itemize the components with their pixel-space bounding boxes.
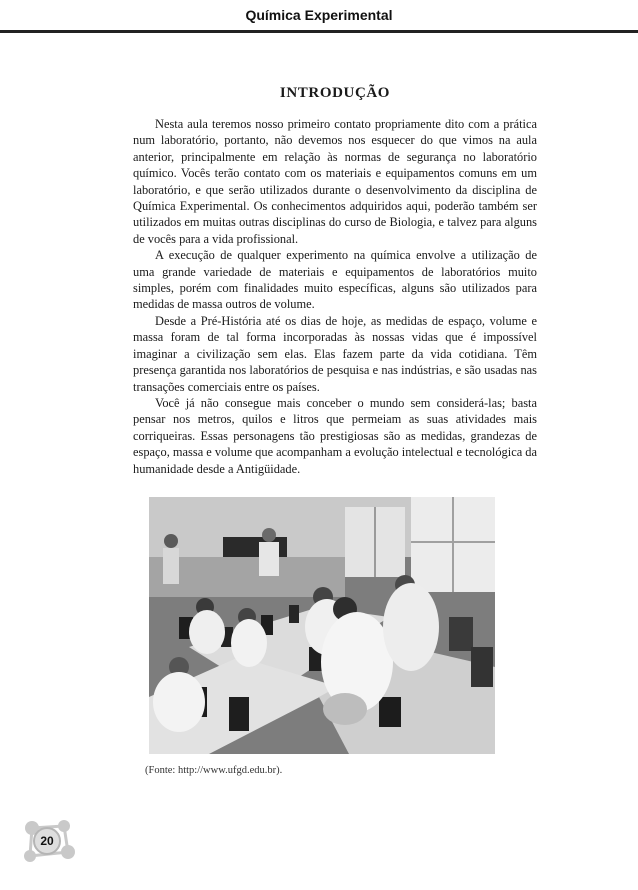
header-rule [0, 30, 638, 33]
paragraph-3: Desde a Pré-História até os dias de hoje, as medidas de espaço, volume e massa foram de tal forma incorporadas às nossas vidas que é impossível imaginar a civilização sem elas. Elas fazem parte da vida cotidiana. Têm presença garantida nos laboratórios de pesquisa e nas indústrias, e são usadas nas transações comerciais entre os países. [133, 313, 537, 394]
page-header [0, 0, 638, 34]
paragraph-4: Você já não consegue mais conceber o mundo sem considerá-las; basta pensar nos metros, quilos e litros que permeiam as suas atividades mais corriqueiras. Essas personagens tão prestigiosas são as medidas, grandezas de espaço, massa e volume que acompanham a evolução intelectual e tecnológica da humanidade desde a Antigüidade. [133, 395, 537, 476]
figure-caption: (Fonte: http://www.ufgd.edu.br). [145, 765, 283, 776]
body-text [133, 116, 537, 477]
header-title: Química Experimental [245, 7, 393, 23]
paragraph-2: A execução de qualquer experimento na química envolve a utilização de uma grande variedade de materiais e equipamentos de laboratórios muito simples, porém com finalidades muito específicas, alguns são utilizados para medidas de massa outros de volume. [133, 248, 537, 312]
page-number: 20 [40, 834, 54, 848]
lab-photo [149, 497, 495, 754]
section-title: INTRODUÇÃO [279, 85, 391, 101]
lab-photo-illustration [149, 497, 495, 754]
paragraph-1: Nesta aula teremos nosso primeiro contato propriamente dito com a prática num laboratório, portanto, não devemos nos esquecer do que vimos na aula anterior, principalmente em relação às normas de segurança no laboratório químico. Vocês terão contato com os materiais e equipamentos comuns em um laboratório, e que serão utilizados durante o desenvolvimento da disciplina de Química Experimental. Os conhecimentos adquiridos aqui, poderão também ser utilizados em muitas outras disciplinas do curso de Biologia, e talvez para alguns de vocês para a vida profissional. [133, 117, 537, 246]
